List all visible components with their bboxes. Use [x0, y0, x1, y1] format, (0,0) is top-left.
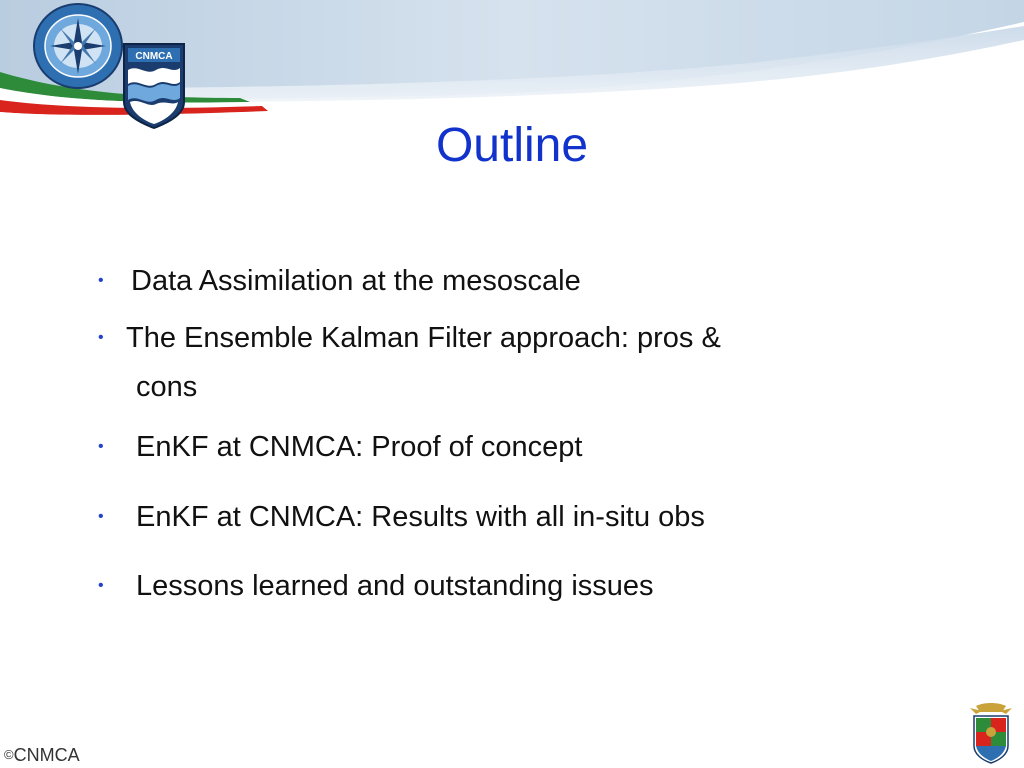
bullet-symbol: •	[98, 438, 104, 455]
slide-title: Outline	[435, 119, 589, 172]
bullet-symbol: •	[98, 577, 104, 594]
bullet-symbol: •	[98, 329, 104, 346]
bullet-item	[98, 424, 858, 470]
bullet-text: Lessons learned and outstanding issues	[136, 570, 654, 602]
bullet-item	[98, 258, 858, 304]
copyright-symbol: ©	[4, 747, 14, 762]
copyright-text: CNMCA	[13, 745, 80, 765]
bullet-text: EnKF at CNMCA: Proof of concept	[136, 431, 583, 463]
bullet-text: Data Assimilation at the mesoscale	[131, 265, 581, 297]
bullet-item	[98, 563, 858, 609]
compass-rose-emblem-icon	[32, 2, 128, 90]
bullet-symbol: •	[98, 508, 104, 525]
bullet-symbol: •	[98, 272, 104, 289]
air-force-crest-icon	[966, 702, 1016, 764]
bullet-item	[98, 494, 858, 540]
bullet-item	[98, 315, 858, 410]
bullet-text: EnKF at CNMCA: Results with all in-situ obs	[136, 501, 705, 533]
footer-copyright	[4, 744, 80, 766]
shield-logo-text: CNMCA	[135, 51, 173, 62]
bullet-text-continuation: cons	[136, 371, 198, 403]
bullet-text: The Ensemble Kalman Filter approach: pros &	[126, 322, 721, 354]
